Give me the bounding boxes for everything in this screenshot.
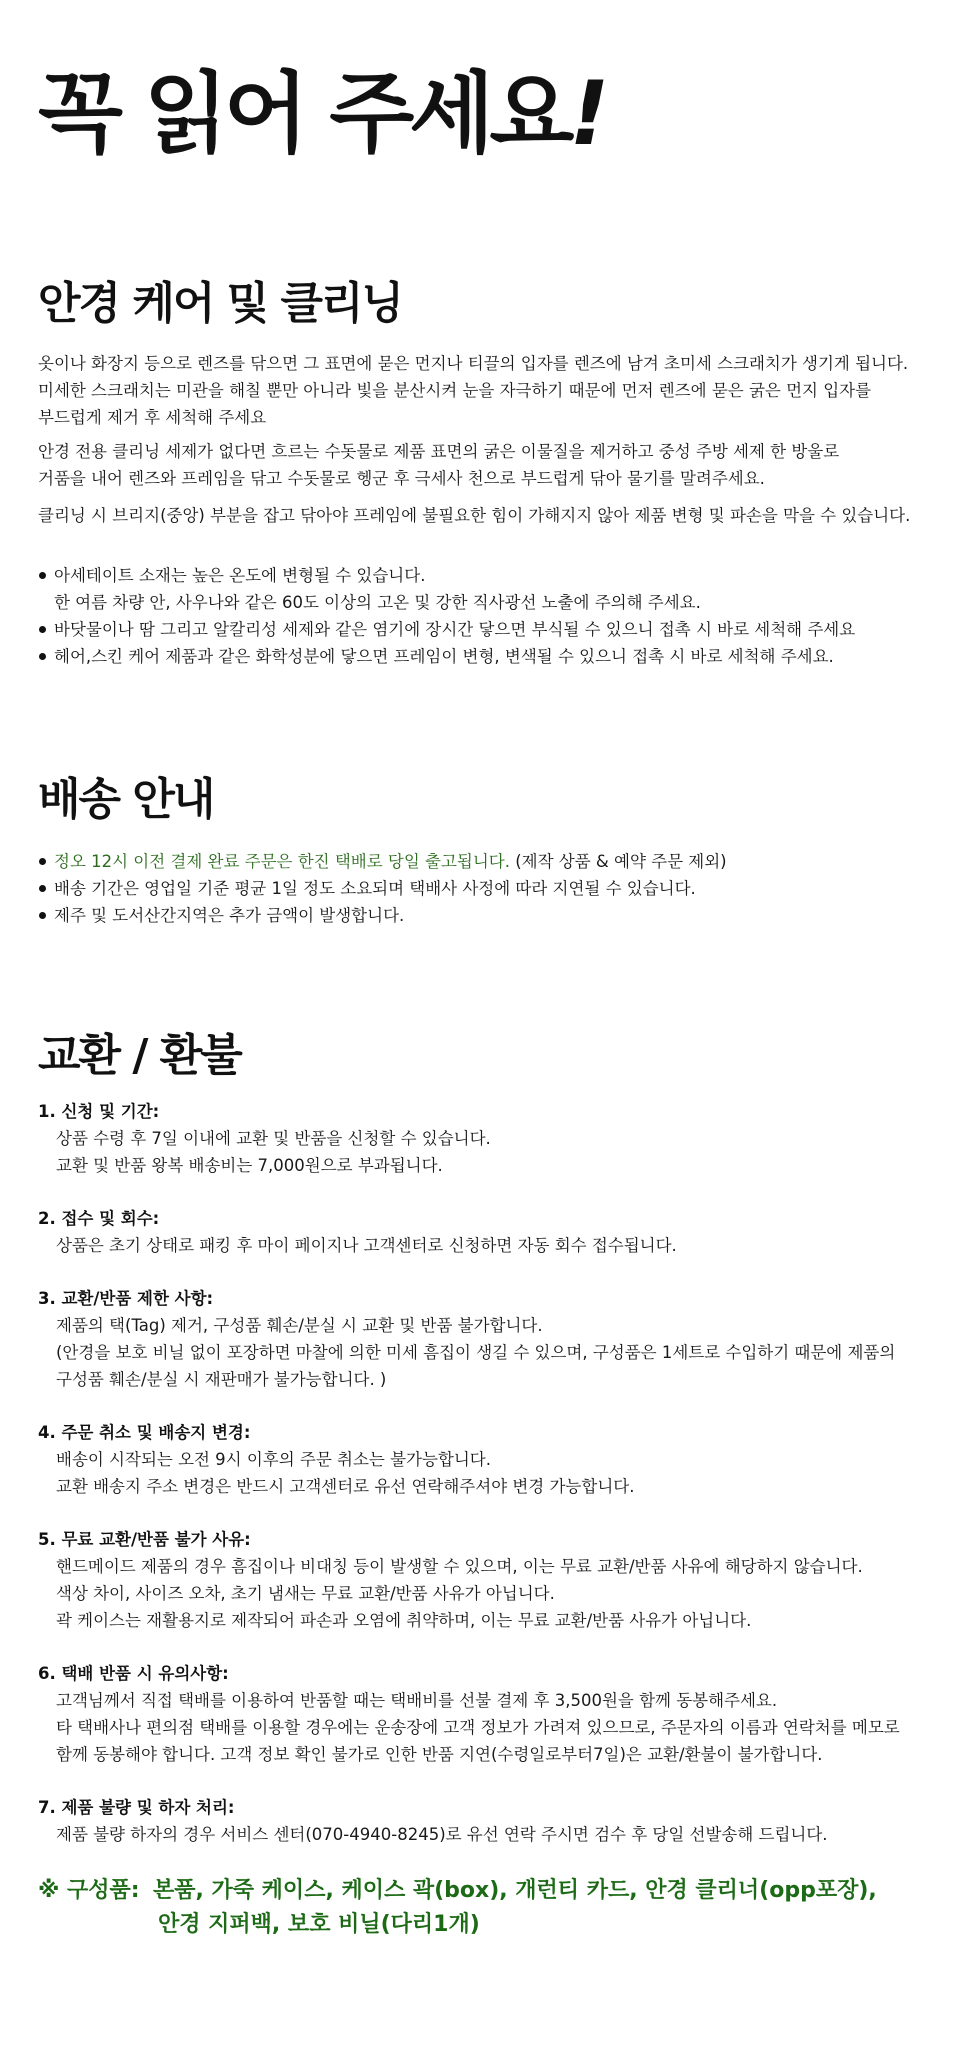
section-title: 5. 무료 교환/반품 불가 사유: <box>38 1530 251 1549</box>
shipping-list <box>38 848 727 929</box>
list-item: 헤어,스킨 케어 제품과 같은 화학성분에 닿으면 프레임이 변형, 변색될 수 있으니 접촉 시 바로 세척해 주세요. <box>38 643 855 670</box>
care-bullet-list <box>38 562 855 670</box>
refund-section-4 <box>38 1419 634 1500</box>
section-title: 4. 주문 취소 및 배송지 변경: <box>38 1423 251 1442</box>
list-item: 제주 및 도서산간지역은 추가 금액이 발생합니다. <box>38 902 727 929</box>
list-item: 아세테이트 소재는 높은 온도에 변형될 수 있습니다. <box>38 562 855 589</box>
refund-section-3 <box>38 1285 895 1393</box>
section-line: 함께 동봉해야 합니다. 고객 정보 확인 불가로 인한 반품 지연(수령일로부터7일)은 교환/환불이 불가합니다. <box>56 1745 823 1764</box>
care-paragraph-1: 옷이나 화장지 등으로 렌즈를 닦으면 그 표면에 묻은 먼지나 티끌의 입자를 렌즈에 남겨 초미세 스크래치가 생기게 됩니다. 미세한 스크래치는 미관을 해칠 뿐만 아니라 빛을 분산시켜 눈을 자극하기 때문에 먼저 렌즈에 묻은 굵은 먼지 입자를 부드럽게 제거 후 세척해 주세요 <box>38 354 909 427</box>
care-paragraph-3: 클리닝 시 브리지(중앙) 부분을 잡고 닦아야 프레임에 불필요한 힘이 가해지지 않아 제품 변형 및 파손을 막을 수 있습니다. <box>38 506 911 525</box>
section-line: 교환 배송지 주소 변경은 반드시 고객센터로 유선 연락해주셔야 변경 가능합니다. <box>56 1477 635 1496</box>
list-item: 배송 기간은 영업일 기준 평균 1일 정도 소요되며 택배사 사정에 따라 지연될 수 있습니다. <box>38 875 727 902</box>
care-paragraph-2: 안경 전용 클리닝 세제가 없다면 흐르는 수돗물로 제품 표면의 굵은 이물질을 제거하고 중성 주방 세제 한 방울로 거품을 내어 렌즈와 프레임을 닦고 수돗물로 헹군 후 극세사 천으로 부드럽게 닦아 물기를 말려주세요. <box>38 442 840 488</box>
section-line: 교환 및 반품 왕복 배송비는 7,000원으로 부과됩니다. <box>56 1156 443 1175</box>
components-line-2: 안경 지퍼백, 보호 비닐(다리1개) <box>158 1912 480 1937</box>
refund-section-2 <box>38 1205 677 1259</box>
section-line: 배송이 시작되는 오전 9시 이후의 주문 취소는 불가능합니다. <box>56 1450 491 1469</box>
refund-section-1 <box>38 1098 491 1179</box>
section-line: 제품의 택(Tag) 제거, 구성품 훼손/분실 시 교환 및 반품 불가합니다. <box>56 1316 543 1335</box>
refund-section-5 <box>38 1526 863 1634</box>
list-item <box>38 848 727 875</box>
components-note <box>38 1874 877 1942</box>
section-line: 타 택배사나 편의점 택배를 이용할 경우에는 운송장에 고객 정보가 가려져 있으므로, 주문자의 이름과 연락처를 메모로 <box>56 1718 900 1737</box>
section-line: 상품 수령 후 7일 이내에 교환 및 반품을 신청할 수 있습니다. <box>56 1129 491 1148</box>
refund-section-6 <box>38 1660 900 1768</box>
section-title: 1. 신청 및 기간: <box>38 1102 160 1121</box>
section-title: 3. 교환/반품 제한 사항: <box>38 1289 214 1308</box>
care-heading: 안경 케어 및 클리닝 <box>38 278 402 329</box>
page-title: 꼭 읽어 주세요! <box>38 62 605 165</box>
list-item: 바닷물이나 땀 그리고 알칼리성 세제와 같은 염기에 장시간 닿으면 부식될 수 있으니 접촉 시 바로 세척해 주세요 <box>38 616 855 643</box>
section-line: (안경을 보호 비닐 없이 포장하면 마찰에 의한 미세 흠집이 생길 수 있으며, 구성품은 1세트로 수입하기 때문에 제품의 <box>56 1343 896 1362</box>
section-line: 상품은 초기 상태로 패킹 후 마이 페이지나 고객센터로 신청하면 자동 회수 접수됩니다. <box>56 1236 677 1255</box>
same-day-shipping-note: 정오 12시 이전 결제 완료 주문은 한진 택배로 당일 출고됩니다. <box>54 852 510 871</box>
section-line: 제품 불량 하자의 경우 서비스 센터(070-4940-8245)로 유선 연락 주시면 검수 후 당일 선발송해 드립니다. <box>56 1825 828 1844</box>
section-line: 색상 차이, 사이즈 오차, 초기 냄새는 무료 교환/반품 사유가 아닙니다. <box>56 1584 555 1603</box>
refund-heading: 교환 / 환불 <box>38 1030 241 1081</box>
section-title: 2. 접수 및 회수: <box>38 1209 160 1228</box>
section-line: 곽 케이스는 재활용지로 제작되어 파손과 오염에 취약하며, 이는 무료 교환/반품 사유가 아닙니다. <box>56 1611 752 1630</box>
shipping-heading: 배송 안내 <box>38 774 214 825</box>
refund-section-7 <box>38 1794 828 1848</box>
section-title: 7. 제품 불량 및 하자 처리: <box>38 1798 235 1817</box>
section-title: 6. 택배 반품 시 유의사항: <box>38 1664 229 1683</box>
shipping-exception-note: (제작 상품 & 예약 주문 제외) <box>509 852 727 871</box>
components-line-1: 본품, 가죽 케이스, 케이스 곽(box), 개런티 카드, 안경 클리너(opp포장), <box>153 1878 877 1903</box>
components-label: ※ 구성품: <box>38 1878 140 1903</box>
section-line: 고객님께서 직접 택배를 이용하여 반품할 때는 택배비를 선불 결제 후 3,500원을 함께 동봉해주세요. <box>56 1691 778 1710</box>
section-line: 구성품 훼손/분실 시 재판매가 불가능합니다. ) <box>56 1370 387 1389</box>
section-line: 핸드메이드 제품의 경우 흠집이나 비대칭 등이 발생할 수 있으며, 이는 무료 교환/반품 사유에 해당하지 않습니다. <box>56 1557 863 1576</box>
list-item-continuation: 한 여름 차량 안, 사우나와 같은 60도 이상의 고온 및 강한 직사광선 노출에 주의해 주세요. <box>54 593 701 612</box>
